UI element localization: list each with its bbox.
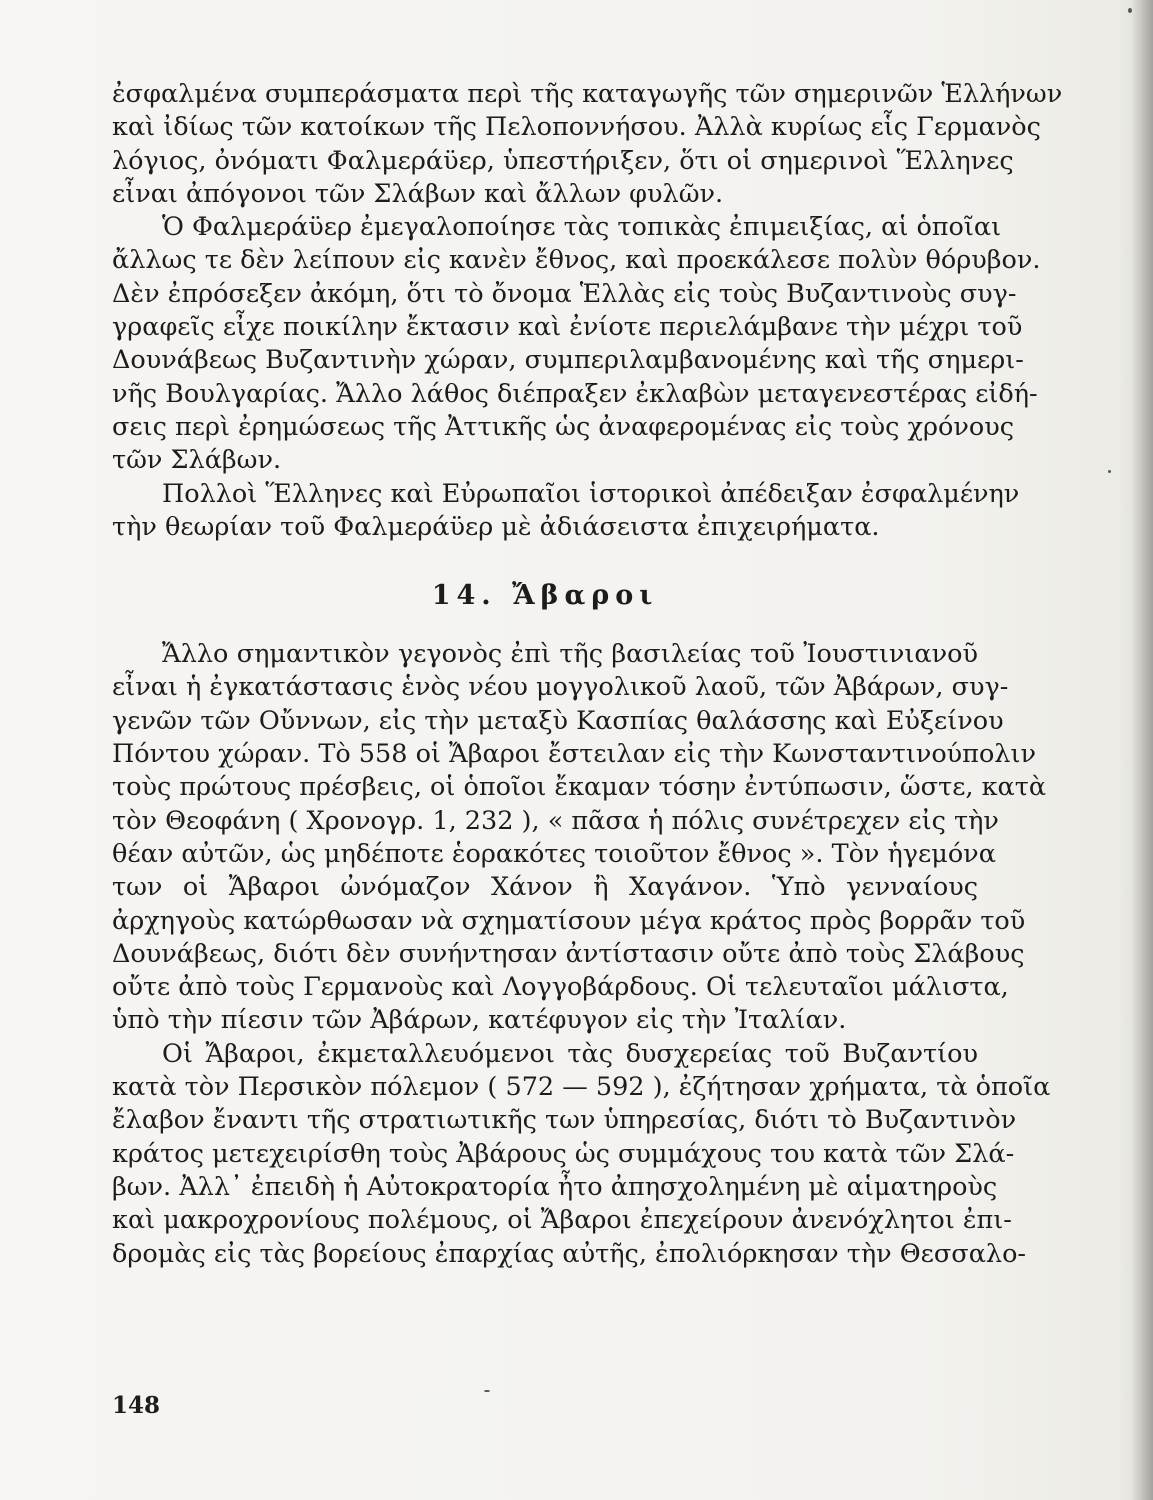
paragraph-4 [112, 638, 1047, 1038]
text-line: Δουνάβεως Βυζαντινὴν χώραν, συμπεριλαμβανομένης καὶ τῆς σημερι- [112, 345, 1024, 376]
text-line: εἶναι ἀπόγονοι τῶν Σλάβων καὶ ἄλλων φυλῶν. [112, 178, 724, 209]
text-line: Ἄλλο σημαντικὸν γεγονὸς ἐπὶ τῆς βασιλείας τοῦ Ἰουστινιανοῦ [162, 639, 978, 670]
text-line: ἄλλως τε δὲν λείπουν εἰς κανὲν ἔθνος, καὶ προεκάλεσε πολὺν θόρυβον. [112, 245, 1041, 276]
text-line: οὔτε ἀπὸ τοὺς Γερμανοὺς καὶ Λογγοβάρδους. Οἱ τελευταῖοι μάλιστα, [112, 972, 1009, 1003]
paragraph-2 [112, 211, 1041, 477]
text-line: καὶ ἰδίως τῶν κατοίκων τῆς Πελοποννήσου. Ἀλλὰ κυρίως εἷς Γερμανὸς [112, 112, 1041, 143]
text-line: Δουνάβεως, διότι δὲν συνήντησαν ἀντίστασιν οὔτε ἀπὸ τοὺς Σλάβους [112, 938, 1025, 969]
text-line: Πολλοὶ Ἕλληνες καὶ Εὐρωπαῖοι ἱστορικοὶ ἀπέδειξαν ἐσφαλμένην [162, 478, 1020, 509]
text-line: βων. Ἀλλ᾽ ἐπειδὴ ἡ Αὐτοκρατορία ἦτο ἀπησχολημένη μὲ αἱματηροὺς [112, 1171, 998, 1202]
ink-speck [484, 1390, 490, 1392]
text-line: καὶ μακροχρονίους πολέμους, οἱ Ἄβαροι ἐπεχείρουν ἀνενόχλητοι ἐπι- [112, 1205, 1012, 1236]
text-line: δρομὰς εἰς τὰς βορείους ἐπαρχίας αὐτῆς, ἐπολιόρκησαν τὴν Θεσσαλο- [112, 1238, 1027, 1269]
ink-speck [1108, 470, 1111, 473]
page-binding-shadow [1131, 0, 1153, 1500]
paragraph-1 [112, 78, 1063, 211]
text-line: ἔλαβον ἔναντι τῆς στρατιωτικῆς των ὑπηρεσίας, διότι τὸ Βυζαντινὸν [112, 1105, 1017, 1136]
text-line: ὑπὸ τὴν πίεσιν τῶν Ἀβάρων, κατέφυγον εἰς τὴν Ἰταλίαν. [112, 1005, 847, 1036]
text-line: τὴν θεωρίαν τοῦ Φαλμεράϋερ μὲ ἀδιάσειστα ἐπιχειρήματα. [112, 511, 880, 542]
text-line: Οἱ Ἄβαροι, ἐκμεταλλευόμενοι τὰς δυσχερείας τοῦ Βυζαντίου [162, 1038, 978, 1069]
text-line: κατὰ τὸν Περσικὸν πόλεμον ( 572 — 592 ), ἐζήτησαν χρήματα, τὰ ὁποῖα [112, 1072, 1051, 1103]
text-line: τῶν Σλάβων. [112, 445, 282, 476]
text-line: εἶναι ἡ ἐγκατάστασις ἑνὸς νέου μογγολικοῦ λαοῦ, τῶν Ἀβάρων, συγ- [112, 672, 1009, 703]
text-line: τοὺς πρώτους πρέσβεις, οἱ ὁποῖοι ἔκαμαν τόσην ἐντύπωσιν, ὥστε, κατὰ [112, 772, 1047, 803]
text-line: γενῶν τῶν Οὔννων, εἰς τὴν μεταξὺ Κασπίας θαλάσσης καὶ Εὐξείνου [112, 705, 1004, 736]
page-number: 148 [112, 1392, 161, 1419]
text-line: νῆς Βουλγαρίας. Ἄλλο λάθος διέπραξεν ἐκλαβὼν μεταγενεστέρας εἰδή- [112, 378, 1038, 409]
text-line: σεις περὶ ἐρημώσεως τῆς Ἀττικῆς ὡς ἀναφερομένας εἰς τοὺς χρόνους [112, 411, 1014, 442]
text-line: λόγιος, ὀνόματι Φαλμεράϋερ, ὑπεστήριξεν, ὅτι οἱ σημερινοὶ Ἕλληνες [112, 145, 1014, 176]
text-line: ἀρχηγοὺς κατώρθωσαν νὰ σχηματίσουν μέγα κράτος πρὸς βορρᾶν τοῦ [112, 905, 1026, 936]
paragraph-3 [112, 478, 1020, 545]
text-line: γραφεῖς εἶχε ποικίλην ἔκτασιν καὶ ἐνίοτε περιελάμβανε τὴν μέχρι τοῦ [112, 312, 1023, 343]
text-line: Ὁ Φαλμεράϋερ ἐμεγαλοποίησε τὰς τοπικὰς ἐπιμειξίας, αἱ ὁποῖαι [162, 212, 1002, 243]
text-line: Δὲν ἐπρόσεξεν ἀκόμη, ὅτι τὸ ὄνομα Ἑλλὰς εἰς τοὺς Βυζαντινοὺς συγ- [112, 278, 1017, 309]
text-line: τὸν Θεοφάνη ( Χρονογρ. 1, 232 ), « πᾶσα ἡ πόλις συνέτρεχεν εἰς τὴν [112, 805, 999, 836]
body-text [112, 78, 1063, 1271]
text-line: των οἱ Ἄβαροι ὠνόμαζον Χάνον ἢ Χαγάνον. Ὑπὸ γενναίους [112, 872, 978, 903]
text-line: Πόντου χώραν. Τὸ 558 οἱ Ἄβαροι ἔστειλαν εἰς τὴν Κωνσταντινούπολιν [112, 739, 1036, 770]
text-line: κράτος μετεχειρίσθη τοὺς Ἀβάρους ὡς συμμάχους του κατὰ τῶν Σλά- [112, 1138, 1015, 1169]
ink-speck [1128, 8, 1132, 13]
text-line: θέαν αὐτῶν, ὡς μηδέποτε ἑορακότες τοιοῦτον ἔθνος ». Τὸν ἡγεμόνα [112, 838, 996, 869]
section-heading: 14. Ἄβαροι [431, 580, 659, 612]
paragraph-5 [112, 1038, 1051, 1271]
text-line: ἐσφαλμένα συμπεράσματα περὶ τῆς καταγωγῆς τῶν σημερινῶν Ἑλλήνων [112, 79, 1063, 109]
